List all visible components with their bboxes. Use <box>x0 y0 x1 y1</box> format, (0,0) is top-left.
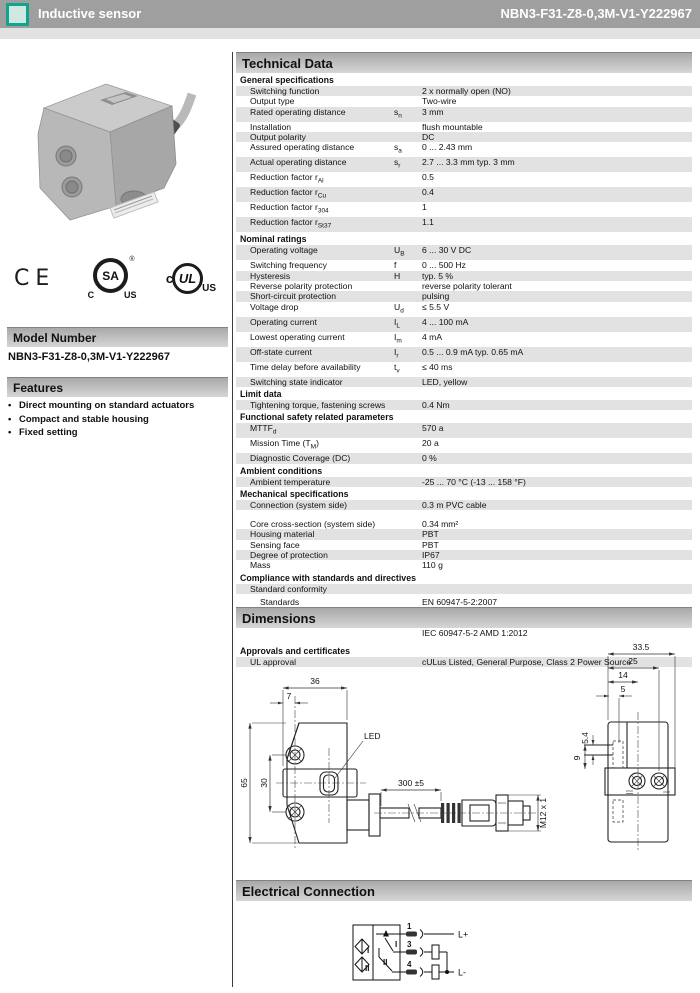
spec-label: Diagnostic Coverage (DC) <box>250 453 351 464</box>
spec-label: Switching function <box>250 86 320 96</box>
svg-text:33.5: 33.5 <box>632 642 650 652</box>
spec-label: Off-state current <box>250 346 312 357</box>
spec-symbol <box>394 172 422 187</box>
spec-row <box>236 202 692 217</box>
spec-value: Two-wire <box>422 96 457 107</box>
ul-c-label: c <box>165 270 174 286</box>
spec-value: 0.4 <box>422 187 434 198</box>
section-header: Mechanical specifications <box>240 488 349 499</box>
dimension-drawing <box>236 628 692 876</box>
section-header: Functional safety related parameters <box>240 412 394 423</box>
spec-symbol <box>394 86 422 96</box>
spec-label: Mission Time $(T_M)$ <box>250 438 319 451</box>
svg-text:M12 x 1: M12 x 1 <box>538 797 548 829</box>
spec-label: Time delay before availability <box>250 361 361 372</box>
svg-text:25: 25 <box>628 656 638 666</box>
svg-text:5: 5 <box>620 684 626 694</box>
spec-symbol <box>394 187 422 202</box>
spec-label: Tightening torque, fastening screws <box>250 399 386 410</box>
spec-row <box>236 597 692 607</box>
dimensions-section <box>236 607 692 881</box>
spec-symbol: $s_r$ <box>394 157 401 170</box>
cul-us-mark-icon <box>166 263 216 294</box>
spec-row <box>236 347 692 362</box>
spec-value: LED, yellow <box>422 376 468 387</box>
ce-mark-icon: CE <box>14 265 56 291</box>
spec-value: 0.34 mm² <box>422 519 459 530</box>
spec-value: 4 mA <box>422 331 443 342</box>
spec-value: 110 g <box>422 560 443 571</box>
product-photo-illustration <box>14 56 214 228</box>
spec-symbol: $U_d$ <box>394 301 404 315</box>
feature-text: Direct mounting on standard actuators <box>19 400 195 411</box>
spec-label: Installation <box>250 121 292 132</box>
svg-text:3: 3 <box>407 940 412 949</box>
spec-value: EN 60947-5-2:2007 <box>422 596 498 607</box>
spec-symbol <box>394 217 422 232</box>
csa-c-label: C <box>87 290 95 300</box>
page-title: Inductive sensor <box>38 6 142 21</box>
feature-item <box>8 399 222 413</box>
spec-label: Voltage drop <box>250 301 299 312</box>
spec-label: Sensing face <box>250 539 300 550</box>
spec-row <box>236 260 692 270</box>
spec-label: Assured operating distance <box>250 142 355 153</box>
spec-value: DC <box>422 131 435 142</box>
spec-label: $MTTF_d$ <box>250 423 277 436</box>
spec-row <box>236 477 692 487</box>
spec-row <box>236 500 692 510</box>
spec-symbol <box>394 540 422 550</box>
spec-label: Switching frequency <box>250 260 327 271</box>
svg-text:9: 9 <box>572 755 582 761</box>
bullet-icon: • <box>8 400 12 411</box>
spec-label: Output type <box>250 96 295 107</box>
spec-value: 1.1 <box>422 217 434 228</box>
spec-value: PBT <box>422 539 439 550</box>
svg-text:36: 36 <box>310 676 320 686</box>
spec-value: IP67 <box>422 549 440 560</box>
spec-label: Switching state indicator <box>250 376 343 387</box>
spec-symbol <box>394 423 422 438</box>
spec-label: Standards <box>260 596 300 607</box>
wiring-diagram <box>236 901 692 988</box>
feature-item <box>8 426 222 440</box>
spec-value: 0.3 m PVC cable <box>422 499 487 510</box>
brand-logo-icon <box>6 3 29 26</box>
spec-row <box>236 377 692 387</box>
tech-table <box>236 75 692 667</box>
spec-symbol <box>394 519 422 529</box>
csa-mark-icon <box>87 255 137 301</box>
spec-row <box>236 550 692 560</box>
spec-symbol <box>394 281 422 291</box>
spec-label: Short-circuit protection <box>250 291 336 302</box>
svg-text:LED: LED <box>364 731 381 741</box>
spec-symbol <box>394 560 422 570</box>
svg-text:I: I <box>367 946 370 955</box>
spec-label: Rated operating distance <box>250 106 346 117</box>
spec-value: 1 <box>422 202 427 213</box>
spec-symbol <box>394 291 422 301</box>
spec-symbol <box>394 122 422 132</box>
spec-value: 4 ... 100 mA <box>422 316 469 327</box>
spec-value: ≤ 5.5 V <box>422 301 450 312</box>
spec-value: 0 % <box>422 453 437 464</box>
spec-symbol: f <box>394 260 397 271</box>
page-header-bar <box>0 0 700 28</box>
spec-symbol <box>394 132 422 142</box>
spec-row <box>236 362 692 377</box>
spec-value: IEC 60947-5-2 AMD 1:2012 <box>422 627 528 638</box>
features-list <box>8 399 222 440</box>
spec-row <box>236 281 692 291</box>
feature-text: Compact and stable housing <box>19 413 149 425</box>
spec-symbol: $I_m$ <box>394 331 402 345</box>
spec-row <box>236 291 692 301</box>
spec-row <box>236 302 692 317</box>
spec-symbol: $I_L$ <box>394 316 401 330</box>
spec-symbol <box>394 96 422 106</box>
svg-text:L+: L+ <box>458 929 469 940</box>
spec-row <box>236 132 692 142</box>
spec-label: Reverse polarity protection <box>250 280 353 291</box>
spec-symbol: $t_v$ <box>394 361 400 375</box>
spec-label: Actual operating distance <box>250 157 347 168</box>
feature-item <box>8 413 222 427</box>
spec-symbol <box>394 477 422 487</box>
header-shadow-strip <box>0 28 700 39</box>
spec-value: 20 a <box>422 438 439 449</box>
certification-marks <box>14 252 216 304</box>
svg-text:L-: L- <box>458 967 467 978</box>
spec-label: Operating current <box>250 316 317 327</box>
spec-row <box>236 584 692 594</box>
spec-label: Reduction factor $r_{Al}$ <box>250 172 324 185</box>
spec-row <box>236 317 692 332</box>
spec-symbol: $U_B$ <box>394 245 405 259</box>
spec-value: typ. 5 % <box>422 270 454 281</box>
spec-row <box>236 438 692 453</box>
product-photo <box>14 56 214 228</box>
spec-symbol <box>394 529 422 539</box>
spec-row <box>236 453 692 463</box>
spec-label: Connection (system side) <box>250 499 347 510</box>
spec-symbol: $s_a$ <box>394 142 402 155</box>
spec-symbol: $I_r$ <box>394 346 399 360</box>
svg-text:30: 30 <box>259 778 269 788</box>
spec-label: Hysteresis <box>250 270 291 281</box>
spec-row <box>236 400 692 410</box>
spec-symbol: $s_n$ <box>394 106 402 120</box>
features-heading: Features <box>7 377 228 397</box>
spec-value: reverse polarity tolerant <box>422 280 512 291</box>
model-number-value: NBN3-F31-Z8-0,3M-V1-Y222967 <box>8 351 171 363</box>
spec-row <box>236 245 692 260</box>
electrical-connection-heading: Electrical Connection <box>236 880 692 901</box>
spec-label: Core cross-section (system side) <box>250 519 376 530</box>
spec-value: 570 a <box>422 423 444 434</box>
spec-label: Reduction factor $r_{304}$ <box>250 202 329 215</box>
svg-text:14: 14 <box>618 670 628 680</box>
spec-label: Reduction factor $r_{St37}$ <box>250 217 332 230</box>
svg-text:300 ±5: 300 ±5 <box>398 778 424 788</box>
spec-row <box>236 122 692 132</box>
bullet-icon: • <box>8 413 12 425</box>
spec-symbol <box>394 584 422 594</box>
spec-symbol: H <box>394 270 401 281</box>
csa-registered-label: ® <box>129 256 135 263</box>
electrical-connection-section <box>236 880 692 993</box>
spec-row <box>236 172 692 187</box>
spec-row <box>236 96 692 106</box>
spec-value: cULus Listed, General Purpose, Class 2 Power Source <box>422 657 632 668</box>
spec-symbol <box>394 438 422 453</box>
spec-row <box>236 86 692 96</box>
spec-symbol <box>394 377 422 387</box>
svg-text:I: I <box>395 940 398 949</box>
spec-value: pulsing <box>422 291 450 302</box>
section-header: Approvals and certificates <box>240 646 350 657</box>
spec-row <box>236 187 692 202</box>
dimensions-heading: Dimensions <box>236 607 692 628</box>
model-number-heading: Model Number <box>7 327 228 347</box>
svg-text:1: 1 <box>407 922 412 931</box>
spec-value: 3 mm <box>422 106 444 117</box>
spec-label: Operating voltage <box>250 245 318 256</box>
section-header: General specifications <box>240 75 334 85</box>
spec-label: Lowest operating current <box>250 331 345 342</box>
svg-text:7: 7 <box>286 691 292 701</box>
spec-label: Degree of protection <box>250 549 328 560</box>
spec-row <box>236 217 692 232</box>
spec-row <box>236 332 692 347</box>
csa-circle: SA <box>93 258 128 293</box>
svg-text:4: 4 <box>407 960 412 969</box>
spec-value: flush mountable <box>422 121 483 132</box>
section-header: Nominal ratings <box>240 234 307 245</box>
spec-label: Reduction factor $r_{Cu}$ <box>250 187 327 200</box>
spec-label: UL approval <box>250 657 297 668</box>
spec-row <box>236 271 692 281</box>
spec-value: ≤ 40 ms <box>422 361 453 372</box>
spec-symbol <box>394 400 422 410</box>
spec-value <box>422 584 692 594</box>
spec-value: -25 ... 70 °C (-13 ... 158 °F) <box>422 476 526 487</box>
spec-symbol <box>394 500 422 510</box>
svg-text:II: II <box>383 958 388 967</box>
spec-value: 0.4 Nm <box>422 399 450 410</box>
spec-value: 0.5 <box>422 172 434 183</box>
spec-symbol <box>394 202 422 217</box>
spec-symbol <box>394 597 422 607</box>
spec-symbol <box>394 453 422 463</box>
spec-label: Output polarity <box>250 131 306 142</box>
row-spacer <box>236 510 692 519</box>
spec-value: 6 ... 30 V DC <box>422 245 472 256</box>
spec-label: Housing material <box>250 529 315 540</box>
technical-data-section <box>236 52 692 667</box>
svg-text:65: 65 <box>239 778 249 788</box>
spec-value: PBT <box>422 529 439 540</box>
svg-text:II: II <box>365 964 370 973</box>
spec-row <box>236 423 692 438</box>
column-separator <box>232 52 233 987</box>
spec-value: 2 x normally open (NO) <box>422 86 511 96</box>
spec-row <box>236 142 692 157</box>
technical-data-heading: Technical Data <box>236 52 692 73</box>
bullet-icon: • <box>8 427 12 438</box>
ul-us-label: US <box>202 282 216 294</box>
spec-row <box>236 157 692 172</box>
ul-circle: UL <box>172 263 203 294</box>
header-part-number: NBN3-F31-Z8-0,3M-V1-Y222967 <box>500 6 692 21</box>
spec-symbol <box>394 550 422 560</box>
spec-value: 2.7 ... 3.3 mm typ. 3 mm <box>422 157 515 168</box>
svg-text:5.4: 5.4 <box>580 732 590 744</box>
spec-row <box>236 519 692 529</box>
section-header: Compliance with standards and directives <box>240 572 416 583</box>
section-header: Limit data <box>240 388 282 399</box>
spec-value: 0 ... 500 Hz <box>422 260 466 271</box>
spec-row <box>236 529 692 539</box>
spec-label: Ambient temperature <box>250 476 331 487</box>
spec-value: 0.5 ... 0.9 mA typ. 0.65 mA <box>422 346 524 357</box>
section-header: Ambient conditions <box>240 465 323 476</box>
spec-label: Mass <box>250 560 271 571</box>
spec-value: 0 ... 2.43 mm <box>422 142 473 153</box>
spec-row <box>236 107 692 122</box>
spec-row <box>236 540 692 550</box>
csa-us-label: US <box>124 290 137 300</box>
spec-row <box>236 560 692 570</box>
feature-text: Fixed setting <box>19 427 78 438</box>
spec-label: Standard conformity <box>250 583 327 594</box>
